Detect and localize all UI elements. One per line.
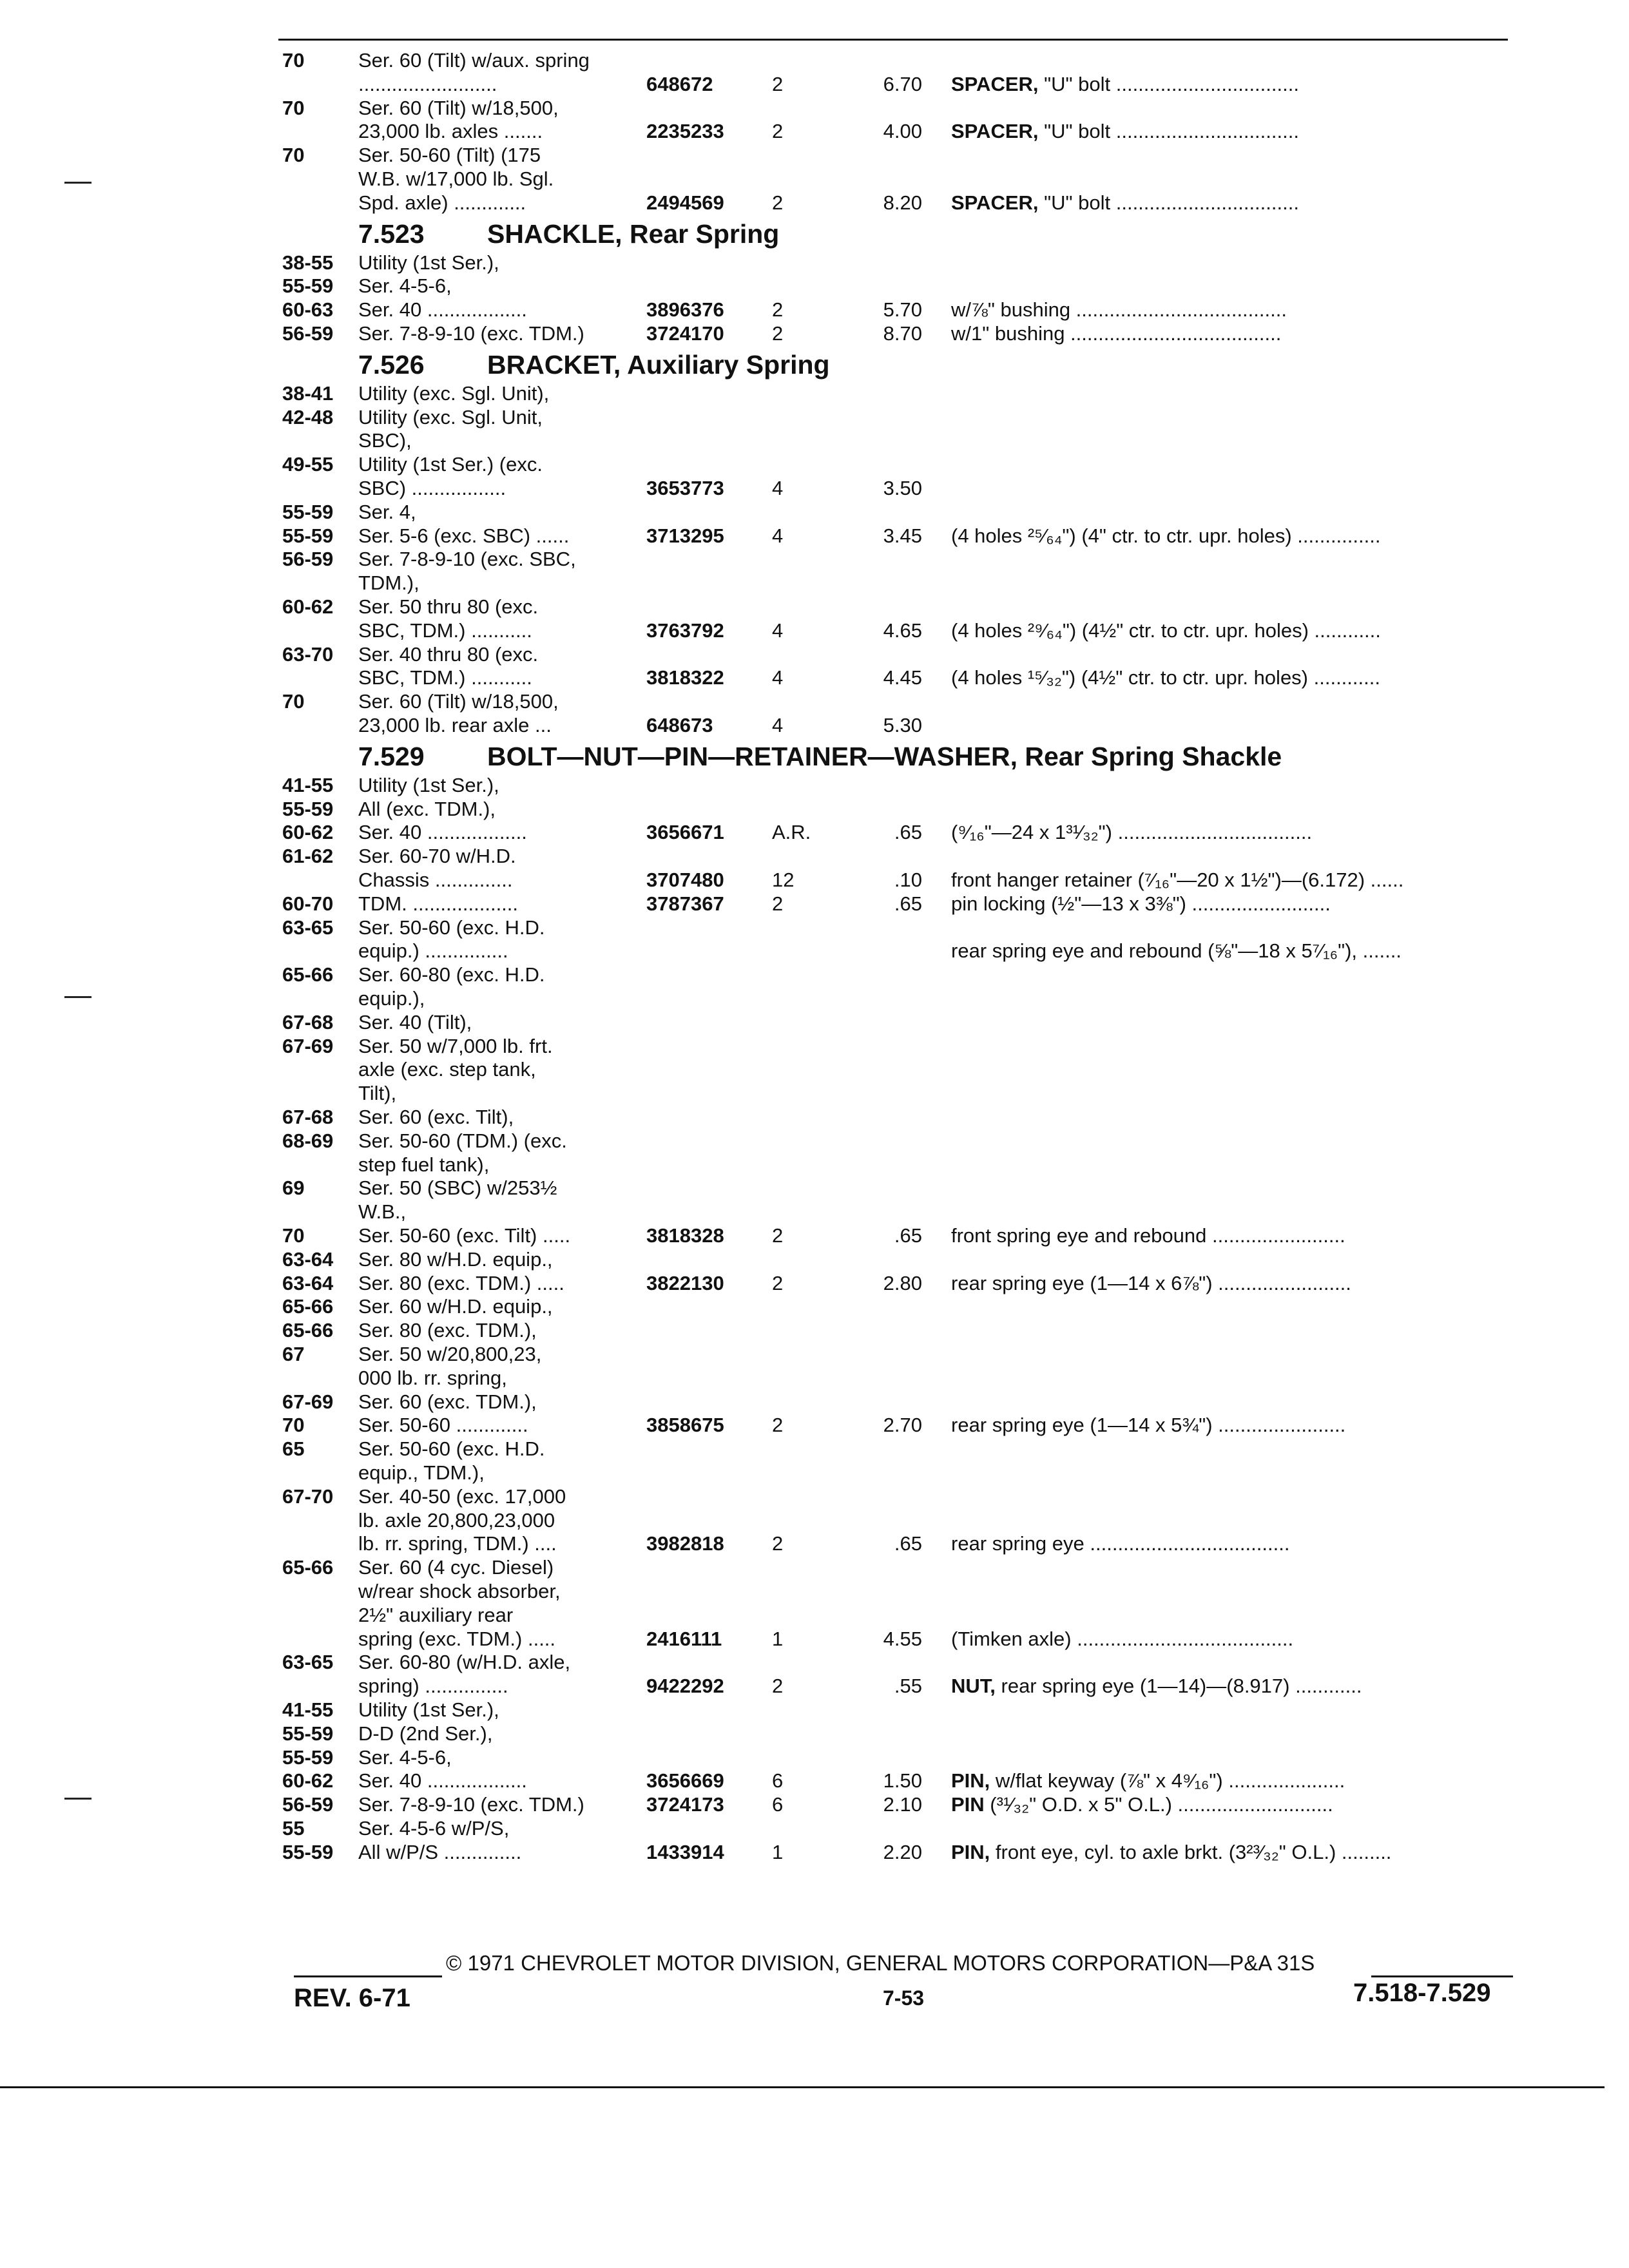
cell-qty: 4 [772,524,784,547]
cell-app: Utility (1st Ser.), [358,1698,499,1721]
cell-part: 1433914 [646,1840,724,1863]
cell-app: Ser. 80 (exc. TDM.), [358,1319,537,1342]
table-row [0,548,1629,573]
table-row [0,1841,1629,1867]
cell-qty: 2 [772,892,784,915]
cell-app: Ser. 50-60 (exc. H.D. [358,916,545,939]
cell-app: Ser. 40 .................. [358,821,527,844]
cell-year: 63-65 [282,1651,334,1674]
cell-app: Ser. 50 w/7,000 lb. frt. [358,1034,553,1057]
cell-price: 2.10 [883,1793,922,1816]
cell-qty: 4 [772,477,784,499]
table-row [0,120,1629,146]
cell-desc: PIN, w/flat keyway (⅞" x 4⁹⁄₁₆") ..................... [951,1769,1345,1792]
cell-part: 3656669 [646,1769,724,1792]
cell-year: 67-69 [282,1390,334,1413]
cell-part: 3896376 [646,298,724,322]
cell-price: 8.70 [883,322,922,345]
table-row [0,97,1629,122]
cell-price: 4.00 [883,120,922,143]
cell-year: 63-64 [282,1271,334,1294]
table-row [0,524,1629,550]
cell-part: 3724170 [646,322,724,345]
cell-price: 8.20 [883,191,922,214]
cell-qty: 2 [772,1224,784,1247]
cell-qty: 4 [772,666,784,689]
cell-app: 23,000 lb. rear axle ... [358,714,552,736]
cell-app: Utility (exc. Sgl. Unit), [358,381,550,405]
cell-part: 3822130 [646,1271,724,1294]
table-row [0,666,1629,692]
cell-year: 70 [282,144,305,167]
table-row [0,1461,1629,1487]
cell-app: Ser. 60-70 w/H.D. [358,845,516,868]
cell-year: 55-59 [282,1745,334,1769]
table-row [0,191,1629,217]
cell-app: lb. axle 20,800,23,000 [358,1508,555,1532]
cell-app: W.B. w/17,000 lb. Sgl. [358,168,554,190]
cell-app: Ser. 50 thru 80 (exc. [358,595,539,618]
cell-year: 56-59 [282,322,334,345]
cell-app: Ser. 50-60 (TDM.) (exc. [358,1129,567,1152]
cell-app: spring (exc. TDM.) ..... [358,1627,556,1650]
cell-year: 38-55 [282,251,334,274]
cell-year: 70 [282,1414,305,1437]
top-rule [278,39,1508,41]
cell-app: 2½" auxiliary rear [358,1603,514,1626]
table-row [0,1532,1629,1558]
cell-part: 3713295 [646,524,724,547]
table-row [0,1319,1629,1345]
cell-app: Ser. 60 (Tilt) w/18,500, [358,690,559,713]
cell-price: 5.70 [883,298,922,322]
cell-qty: 2 [772,322,784,345]
cell-year: 56-59 [282,1793,334,1816]
cell-app: Chassis .............. [358,869,513,891]
table-row [0,1367,1629,1392]
cell-app: SBC, TDM.) ........... [358,666,532,689]
cell-year: 60-62 [282,595,334,618]
cell-app: Ser. 80 (exc. TDM.) ..... [358,1271,564,1294]
cell-part: 2494569 [646,191,724,214]
cell-qty: A.R. [772,821,811,844]
cell-app: step fuel tank), [358,1153,490,1176]
cell-app: ......................... [358,72,497,95]
cell-desc: NUT, rear spring eye (1—14)—(8.917) ............ [951,1675,1362,1698]
table-row [0,1698,1629,1724]
table-row [0,963,1629,989]
table-row [0,1793,1629,1819]
cell-qty: 2 [772,1532,784,1555]
cell-desc: (4 holes ¹⁵⁄₃₂") (4½" ctr. to ctr. upr. holes) ............ [951,666,1380,689]
cell-app: Ser. 50-60 (exc. H.D. [358,1437,545,1461]
margin-mark [64,1798,92,1800]
cell-price: 3.45 [883,524,922,547]
table-row [0,869,1629,894]
cell-app: D-D (2nd Ser.), [358,1722,493,1745]
cell-year: 63-65 [282,916,334,939]
cell-year: 55-59 [282,797,334,820]
cell-desc: SPACER, "U" bolt ................................. [951,120,1299,143]
cell-app: Utility (exc. Sgl. Unit, [358,405,543,428]
cell-app: Ser. 4-5-6, [358,274,452,298]
cell-year: 55-59 [282,274,334,298]
cell-app: Ser. 50-60 ............. [358,1414,528,1437]
cell-qty: 2 [772,191,784,214]
cell-part: 3656671 [646,821,724,844]
cell-year: 55-59 [282,1722,334,1745]
cell-app: All w/P/S .............. [358,1840,522,1863]
cell-app: 23,000 lb. axles ....... [358,120,543,143]
cell-app: Ser. 50 w/20,800,23, [358,1343,542,1365]
cell-app: Utility (1st Ser.) (exc. [358,453,543,476]
cell-part: 648673 [646,714,713,736]
cell-price: 4.45 [883,666,922,689]
cell-app: Ser. 40 thru 80 (exc. [358,642,539,666]
cell-part: 3707480 [646,869,724,891]
cell-app: Ser. 4, [358,500,416,523]
footer-section-range: 7.518-7.529 [1353,1979,1491,2007]
table-row [0,572,1629,597]
table-row [0,453,1629,479]
table-row [0,595,1629,621]
cell-app: Ser. 7-8-9-10 (exc. TDM.) [358,322,584,345]
table-row [0,1769,1629,1795]
cell-qty: 2 [772,72,784,95]
cell-app: Ser. 60 (exc. Tilt), [358,1106,514,1128]
section-number: 7.526 [358,349,425,380]
table-row [0,406,1629,432]
table-row [0,501,1629,526]
cell-app: Ser. 4-5-6 w/P/S, [358,1817,510,1840]
cell-app: Ser. 7-8-9-10 (exc. SBC, [358,548,576,571]
table-row [0,73,1629,99]
cell-desc: rear spring eye .................................... [951,1532,1290,1555]
table-row [0,1556,1629,1582]
cell-app: Ser. 80 w/H.D. equip., [358,1247,553,1271]
cell-price: .10 [894,869,922,891]
cell-year: 42-48 [282,405,334,428]
cell-qty: 2 [772,1414,784,1437]
table-row [0,1414,1629,1439]
cell-price: 4.65 [883,619,922,642]
table-row [0,1580,1629,1606]
cell-desc: w/⅞" bushing ...................................... [951,298,1287,322]
cell-price: .65 [894,892,922,915]
table-row [0,1058,1629,1084]
cell-app: Ser. 4-5-6, [358,1745,452,1769]
table-row [0,1035,1629,1061]
table-row [0,821,1629,847]
table-row [0,1106,1629,1131]
table-row [0,714,1629,740]
table-row [0,845,1629,870]
cell-desc: (4 holes ²⁵⁄₆₄") (4" ctr. to ctr. upr. holes) ............... [951,524,1381,547]
table-row [0,619,1629,645]
cell-year: 70 [282,1224,305,1247]
cell-app: Ser. 40 .................. [358,298,527,322]
cell-part: 2235233 [646,120,724,143]
cell-price: .55 [894,1675,922,1698]
cell-qty: 12 [772,869,795,891]
cell-qty: 2 [772,1675,784,1698]
cell-app: Spd. axle) ............. [358,191,526,214]
cell-part: 3763792 [646,619,724,642]
cell-qty: 2 [772,1271,784,1294]
cell-app: Ser. 60-80 (w/H.D. axle, [358,1651,571,1674]
cell-year: 55-59 [282,500,334,523]
cell-app: TDM.), [358,572,419,595]
cell-year: 60-62 [282,1769,334,1792]
table-row [0,1224,1629,1250]
cell-year: 70 [282,96,305,119]
cell-year: 65-66 [282,1556,334,1579]
table-row [0,1177,1629,1202]
cell-desc: rear spring eye (1—14 x 6⅞") ........................ [951,1271,1351,1294]
section-number: 7.529 [358,741,425,771]
cell-year: 65-66 [282,1295,334,1318]
cell-desc: rear spring eye and rebound (⅝"—18 x 5⁷⁄₁₆"), ....... [951,939,1402,963]
table-row [0,774,1629,800]
cell-year: 56-59 [282,548,334,571]
footer-revision: REV. 6-71 [294,1984,410,2012]
table-row [0,987,1629,1013]
cell-year: 49-55 [282,453,334,476]
table-row [0,916,1629,942]
cell-year: 63-64 [282,1247,334,1271]
cell-year: 55-59 [282,524,334,547]
cell-year: 60-62 [282,821,334,844]
cell-year: 60-63 [282,298,334,322]
cell-price: 1.50 [883,1769,922,1792]
cell-part: 3653773 [646,477,724,499]
cell-qty: 6 [772,1793,784,1816]
cell-app: Ser. 60 (exc. TDM.), [358,1390,537,1413]
table-row [0,274,1629,300]
table-row [0,251,1629,277]
table-row [0,1509,1629,1535]
cell-desc: (4 holes ²⁹⁄₆₄") (4½" ctr. to ctr. upr. holes) ............ [951,619,1381,642]
table-row [0,1011,1629,1037]
cell-part: 3982818 [646,1532,724,1555]
cell-year: 67-68 [282,1010,334,1033]
footer-rule-left [294,1975,442,1977]
cell-part: 3787367 [646,892,724,915]
table-row [0,144,1629,169]
table-row [0,1390,1629,1416]
cell-year: 67-68 [282,1106,334,1128]
cell-year: 69 [282,1177,305,1200]
cell-year: 41-55 [282,1698,334,1721]
cell-year: 38-41 [282,381,334,405]
cell-year: 41-55 [282,773,334,796]
table-row [0,1343,1629,1369]
cell-year: 65-66 [282,963,334,986]
cell-part: 3858675 [646,1414,724,1437]
cell-year: 67-70 [282,1485,334,1508]
cell-app: Ser. 60-80 (exc. H.D. [358,963,545,986]
cell-year: 65 [282,1437,305,1461]
table-row [0,1200,1629,1226]
cell-price: 2.70 [883,1414,922,1437]
cell-year: 70 [282,690,305,713]
cell-app: SBC, TDM.) ........... [358,619,532,642]
table-row [0,1746,1629,1772]
cell-app: All (exc. TDM.), [358,797,496,820]
cell-app: Ser. 50 (SBC) w/253½ [358,1177,557,1200]
table-row [0,1604,1629,1629]
cell-year: 67-69 [282,1034,334,1057]
table-row [0,1082,1629,1108]
cell-app: Ser. 40-50 (exc. 17,000 [358,1485,566,1508]
cell-price: 6.70 [883,72,922,95]
cell-app: SBC) ................. [358,477,506,499]
cell-year: 70 [282,49,305,72]
cell-year: 55-59 [282,1840,334,1863]
cell-price: 2.80 [883,1271,922,1294]
cell-desc: SPACER, "U" bolt ................................. [951,72,1299,95]
table-row [0,892,1629,918]
table-row [0,1153,1629,1179]
cell-desc: (Timken axle) ....................................... [951,1627,1294,1650]
cell-app: lb. rr. spring, TDM.) .... [358,1532,557,1555]
section-title: BOLT—NUT—PIN—RETAINER—WASHER, Rear Spring Shackle [487,741,1282,771]
cell-year: 63-70 [282,642,334,666]
margin-mark [64,182,92,184]
cell-qty: 4 [772,619,784,642]
cell-qty: 2 [772,120,784,143]
cell-desc: front spring eye and rebound ........................ [951,1224,1345,1247]
cell-desc: PIN, front eye, cyl. to axle brkt. (3²³⁄₃₂" O.L.) ......... [951,1840,1392,1863]
cell-app: Ser. 60 w/H.D. equip., [358,1295,553,1318]
cell-desc: front hanger retainer (⁷⁄₁₆"—20 x 1½")—(6.172) ...... [951,869,1404,891]
cell-qty: 4 [772,714,784,736]
table-row [0,1722,1629,1748]
cell-price: .65 [894,1532,922,1555]
cell-app: Ser. 60 (Tilt) w/aux. spring [358,49,590,72]
footer-rule-right [1371,1975,1513,1977]
cell-year: 61-62 [282,845,334,868]
cell-price: 2.20 [883,1840,922,1863]
cell-app: TDM. ................... [358,892,519,915]
table-row [0,643,1629,669]
cell-desc: w/1" bushing ...................................... [951,322,1282,345]
cell-price: 5.30 [883,714,922,736]
cell-price: 4.55 [883,1627,922,1650]
table-row [0,1272,1629,1298]
cell-qty: 1 [772,1840,784,1863]
cell-app: Ser. 60 (4 cyc. Diesel) [358,1556,554,1579]
cell-part: 3818322 [646,666,724,689]
cell-app: Ser. 50-60 (Tilt) (175 [358,144,541,167]
cell-desc: SPACER, "U" bolt ................................. [951,191,1299,214]
cell-app: w/rear shock absorber, [358,1580,561,1602]
cell-part: 3818328 [646,1224,724,1247]
section-number: 7.523 [358,218,425,249]
cell-app: axle (exc. step tank, [358,1058,536,1081]
table-row [0,322,1629,348]
cell-app: equip., TDM.), [358,1461,485,1484]
cell-year: 68-69 [282,1129,334,1152]
cell-desc: pin locking (½"—13 x 3⅜") ......................... [951,892,1331,915]
cell-app: equip.), [358,987,425,1010]
section-title: BRACKET, Auxiliary Spring [487,349,830,380]
table-row [0,1628,1629,1653]
table-row [0,1675,1629,1700]
cell-app: Utility (1st Ser.), [358,773,499,796]
footer-copyright: © 1971 CHEVROLET MOTOR DIVISION, GENERAL MOTORS CORPORATION—P&A 31S [446,1951,1315,1975]
table-row [0,298,1629,324]
section-title: SHACKLE, Rear Spring [487,218,780,249]
table-row [0,168,1629,193]
cell-price: 3.50 [883,477,922,499]
cell-app: W.B., [358,1200,407,1224]
table-row [0,939,1629,965]
cell-part: 9422292 [646,1675,724,1698]
cell-part: 2416111 [646,1627,722,1650]
footer-page-number: 7-53 [883,1986,925,2010]
cell-app: Utility (1st Ser.), [358,251,499,274]
cell-year: 60-70 [282,892,334,915]
cell-app: SBC), [358,429,412,452]
cell-year: 55 [282,1817,305,1840]
bottom-rule [0,2086,1605,2088]
cell-year: 65-66 [282,1319,334,1342]
cell-app: Tilt), [358,1082,397,1105]
table-row [0,1248,1629,1274]
cell-price: .65 [894,821,922,844]
table-row [0,1817,1629,1843]
cell-app: Ser. 40 .................. [358,1769,527,1792]
cell-qty: 2 [772,298,784,322]
table-row [0,382,1629,408]
cell-app: equip.) ............... [358,939,508,963]
cell-desc: (⁹⁄₁₆"—24 x 1³¹⁄₃₂") ................................... [951,821,1313,844]
cell-app: Ser. 5-6 (exc. SBC) ...... [358,524,570,547]
margin-mark [64,996,92,998]
cell-app: Ser. 50-60 (exc. Tilt) ..... [358,1224,571,1247]
cell-app: Ser. 40 (Tilt), [358,1010,472,1033]
table-row [0,1485,1629,1511]
table-row [0,1295,1629,1321]
cell-price: .65 [894,1224,922,1247]
table-row [0,1437,1629,1463]
cell-desc: rear spring eye (1—14 x 5¾") ....................... [951,1414,1346,1437]
cell-qty: 1 [772,1627,784,1650]
cell-app: Ser. 7-8-9-10 (exc. TDM.) [358,1793,584,1816]
table-row [0,1651,1629,1677]
cell-app: 000 lb. rr. spring, [358,1366,507,1389]
cell-year: 67 [282,1343,305,1365]
cell-app: Ser. 60 (Tilt) w/18,500, [358,96,559,119]
table-row [0,477,1629,503]
cell-qty: 6 [772,1769,784,1792]
table-row [0,49,1629,75]
table-row [0,690,1629,716]
cell-app: spring) ............... [358,1675,508,1698]
cell-desc: PIN (³¹⁄₃₂" O.D. x 5" O.L.) ............................ [951,1793,1333,1816]
cell-part: 648672 [646,72,713,95]
table-row [0,429,1629,455]
table-row [0,798,1629,823]
table-row [0,1129,1629,1155]
cell-part: 3724173 [646,1793,724,1816]
